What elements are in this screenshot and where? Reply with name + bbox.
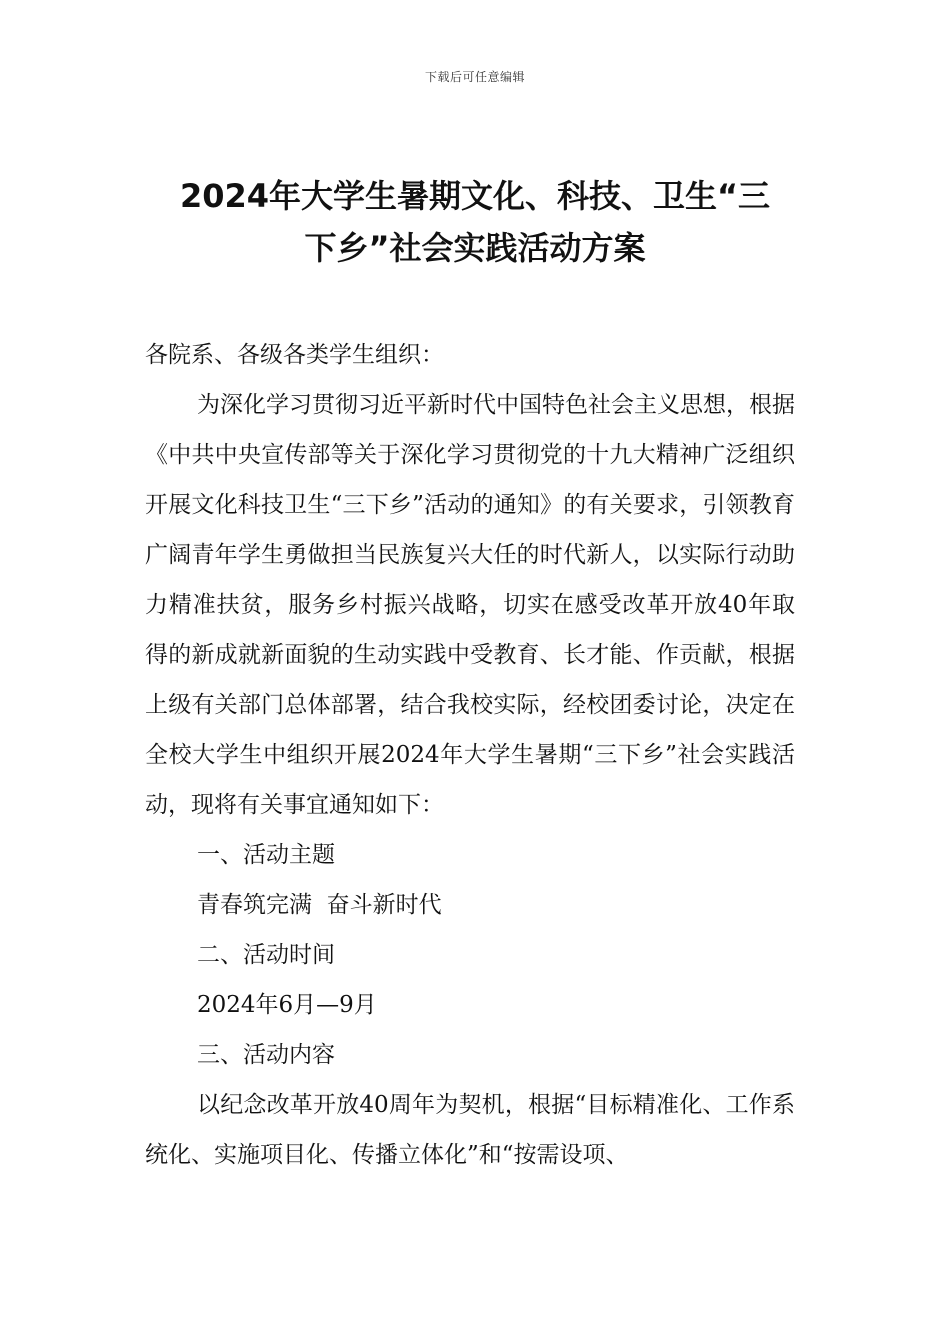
section-content-paragraph: 以纪念改革开放40周年为契机，根据“目标精准化、工作系统化、实施项目化、传播立体化”和“按需设项、 xyxy=(145,1092,795,1168)
document-body xyxy=(145,330,795,1180)
document-title xyxy=(140,170,810,274)
section-heading-content: 三、活动内容 xyxy=(197,1042,335,1068)
title-line-1: 2024年大学生暑期文化、科技、卫生“三 xyxy=(179,177,771,215)
intro-paragraph: 为深化学习贯彻习近平新时代中国特色社会主义思想，根据《中共中央宣传部等关于深化学习贯彻党的十九大精神广泛组织开展文化科技卫生“三下乡”活动的通知》的有关要求，引领教育广阔青年学生勇做担当民族复兴大任的时代新人，以实际行动助力精准扶贫，服务乡村振兴战略，切实在感受改革开放40年取得的新成就新面貌的生动实践中受教育、长才能、作贡献，根据上级有关部门总体部署，结合我校实际，经校团委讨论，决定在全校大学生中组织开展2024年大学生暑期“三下乡”社会实践活动，现将有关事宜通知如下： xyxy=(145,392,795,818)
section-content-time: 2024年6月—9月 xyxy=(197,992,377,1018)
header-note: 下载后可任意编辑 xyxy=(424,70,525,84)
salutation: 各院系、各级各类学生组织： xyxy=(145,342,444,368)
section-content-theme: 青春筑完满 奋斗新时代 xyxy=(197,892,442,918)
section-heading-time: 二、活动时间 xyxy=(197,942,335,968)
section-heading-theme: 一、活动主题 xyxy=(197,842,335,868)
title-line-2: 下乡”社会实践活动方案 xyxy=(304,229,646,267)
